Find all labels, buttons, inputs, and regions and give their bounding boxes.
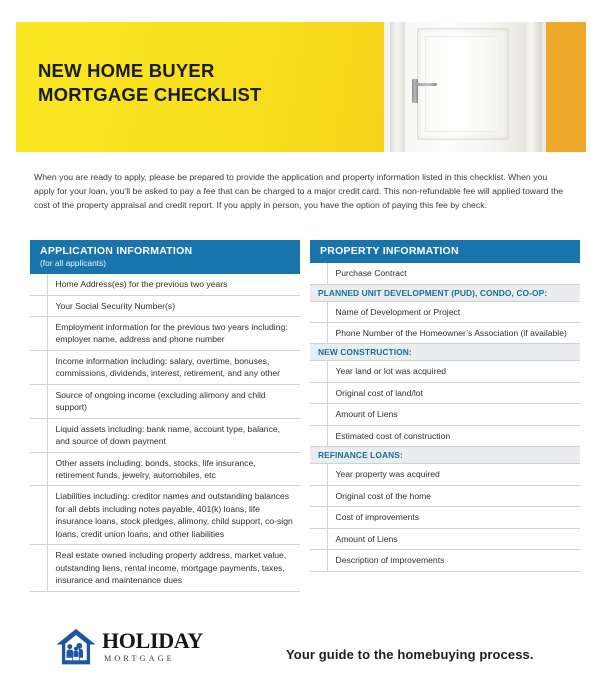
door-handle-lever <box>415 83 437 86</box>
property-information-title: PROPERTY INFORMATION <box>320 245 459 257</box>
checkbox-cell[interactable] <box>310 382 327 403</box>
checklist-item-label: Source of ongoing income (excluding alimony and child support) <box>47 384 300 418</box>
checkbox-cell[interactable] <box>30 316 47 350</box>
checkbox-cell[interactable] <box>310 361 327 382</box>
table-row[interactable] <box>30 418 300 452</box>
table-row[interactable] <box>310 485 580 506</box>
table-row[interactable] <box>310 361 580 382</box>
checkbox-cell[interactable] <box>30 418 47 452</box>
checklist-item-label: Employment information for the previous two years including: employer name, address and phone number <box>47 316 300 350</box>
table-row[interactable] <box>30 384 300 418</box>
checklist-item-label: Amount of Liens <box>327 404 580 425</box>
table-row[interactable] <box>30 274 300 295</box>
table-subsection-header <box>310 344 580 361</box>
door-photo <box>384 22 546 152</box>
checklist-item-label: Other assets including: bonds, stocks, life insurance, retirement funds, jewelry, automobiles, etc <box>47 452 300 486</box>
checkbox-cell[interactable] <box>30 350 47 384</box>
checkbox-cell[interactable] <box>310 425 327 446</box>
table-row[interactable] <box>310 404 580 425</box>
hero-banner <box>16 22 586 152</box>
door-slab <box>405 22 524 152</box>
door-casing-right <box>524 22 542 152</box>
checkbox-cell[interactable] <box>30 545 47 591</box>
checkbox-cell[interactable] <box>30 486 47 545</box>
logo-subname: MORTGAGE <box>104 653 175 663</box>
page-title-line1: NEW HOME BUYER <box>38 60 215 81</box>
table-row[interactable] <box>310 550 580 571</box>
page-title <box>38 59 262 106</box>
footer-tagline: Your guide to the homebuying process. <box>286 647 534 662</box>
property-information-header <box>310 240 580 263</box>
intro-paragraph: When you are ready to apply, please be prepared to provide the application and property information listed in this checklist. When you apply for your loan, you’ll be asked to pay a fee that can be charged to a major credit card. This non-refundable fee will applied toward the cost of the property appraisal and credit report. If you apply in person, you have the option of paying this fee by check. <box>34 172 564 210</box>
checklist-item-label: Estimated cost of construction <box>327 425 580 446</box>
table-row[interactable] <box>310 507 580 528</box>
checklist-item-label: Amount of Liens <box>327 528 580 549</box>
application-information-header <box>30 240 300 274</box>
checkbox-cell[interactable] <box>30 384 47 418</box>
table-row[interactable] <box>310 464 580 485</box>
checklist-item-label: Year property was acquired <box>327 464 580 485</box>
table-row[interactable] <box>310 425 580 446</box>
table-row[interactable] <box>310 382 580 403</box>
checklist-item-label: Phone Number of the Homeowner’s Association (if available) <box>327 323 580 344</box>
door-casing-left <box>390 22 405 152</box>
table-row[interactable] <box>310 263 580 284</box>
table-subsection-label: REFINANCE LOANS: <box>310 447 580 464</box>
table-row[interactable] <box>30 486 300 545</box>
table-row[interactable] <box>30 545 300 591</box>
table-subsection-header <box>310 447 580 464</box>
checkbox-cell[interactable] <box>310 550 327 571</box>
checklist-item-label: Year land or lot was acquired <box>327 361 580 382</box>
checklist-item-label: Original cost of land/lot <box>327 382 580 403</box>
table-row[interactable] <box>30 295 300 316</box>
checkbox-cell[interactable] <box>310 507 327 528</box>
table-row[interactable] <box>310 528 580 549</box>
checkbox-cell[interactable] <box>310 301 327 322</box>
table-row[interactable] <box>30 350 300 384</box>
application-information-section <box>30 240 300 592</box>
checklist-item-label: Liquid assets including: bank name, account type, balance, and source of down payment <box>47 418 300 452</box>
checkbox-cell[interactable] <box>310 323 327 344</box>
checkbox-cell[interactable] <box>30 274 47 295</box>
checkbox-cell[interactable] <box>310 528 327 549</box>
checklist-item-label: Liabilities including: creditor names and outstanding balances for all debts including notes payable, 401(k) loans, life insurance loans, stock pledges, alimony, child support, co-sign loans, credit union loans, and other liabilities <box>47 486 300 545</box>
table-subsection-label: PLANNED UNIT DEVELOPMENT (PUD), CONDO, CO-OP: <box>310 284 580 301</box>
checkbox-cell[interactable] <box>310 485 327 506</box>
checkbox-cell[interactable] <box>310 464 327 485</box>
checklist-item-label: Your Social Security Number(s) <box>47 295 300 316</box>
page-title-line2: MORTGAGE CHECKLIST <box>38 83 262 105</box>
checklist-item-label: Purchase Contract <box>327 263 580 284</box>
checklist-item-label: Description of improvements <box>327 550 580 571</box>
checkbox-cell[interactable] <box>310 404 327 425</box>
application-information-table <box>30 274 300 592</box>
table-row[interactable] <box>310 323 580 344</box>
house-with-family-icon <box>55 628 97 666</box>
checkbox-cell[interactable] <box>30 452 47 486</box>
property-information-table <box>310 263 580 571</box>
checklist-item-label: Real estate owned including property address, market value, outstanding liens, rental income, mortgage payments, taxes, insurance and maintenance dues <box>47 545 300 591</box>
checkbox-cell[interactable] <box>30 295 47 316</box>
checklist-item-label: Original cost of the home <box>327 485 580 506</box>
checklist-item-label: Income information including: salary, overtime, bonuses, commissions, dividends, interest, retirement, and any other <box>47 350 300 384</box>
footer <box>0 618 600 680</box>
table-row[interactable] <box>30 452 300 486</box>
holiday-mortgage-logo <box>55 628 203 666</box>
property-information-section <box>310 240 580 572</box>
table-subsection-header <box>310 284 580 301</box>
logo-wordmark <box>102 628 203 663</box>
table-row[interactable] <box>30 316 300 350</box>
application-information-subtitle: (for all applicants) <box>40 258 107 269</box>
checklist-item-label: Name of Development or Project <box>327 301 580 322</box>
checklist-item-label: Cost of improvements <box>327 507 580 528</box>
table-subsection-label: NEW CONSTRUCTION: <box>310 344 580 361</box>
logo-name: HOLIDAY <box>102 628 204 653</box>
application-information-title: APPLICATION INFORMATION <box>40 245 193 257</box>
checklist-item-label: Home Address(es) for the previous two years <box>47 274 300 295</box>
table-row[interactable] <box>310 301 580 322</box>
checkbox-cell[interactable] <box>310 263 327 284</box>
